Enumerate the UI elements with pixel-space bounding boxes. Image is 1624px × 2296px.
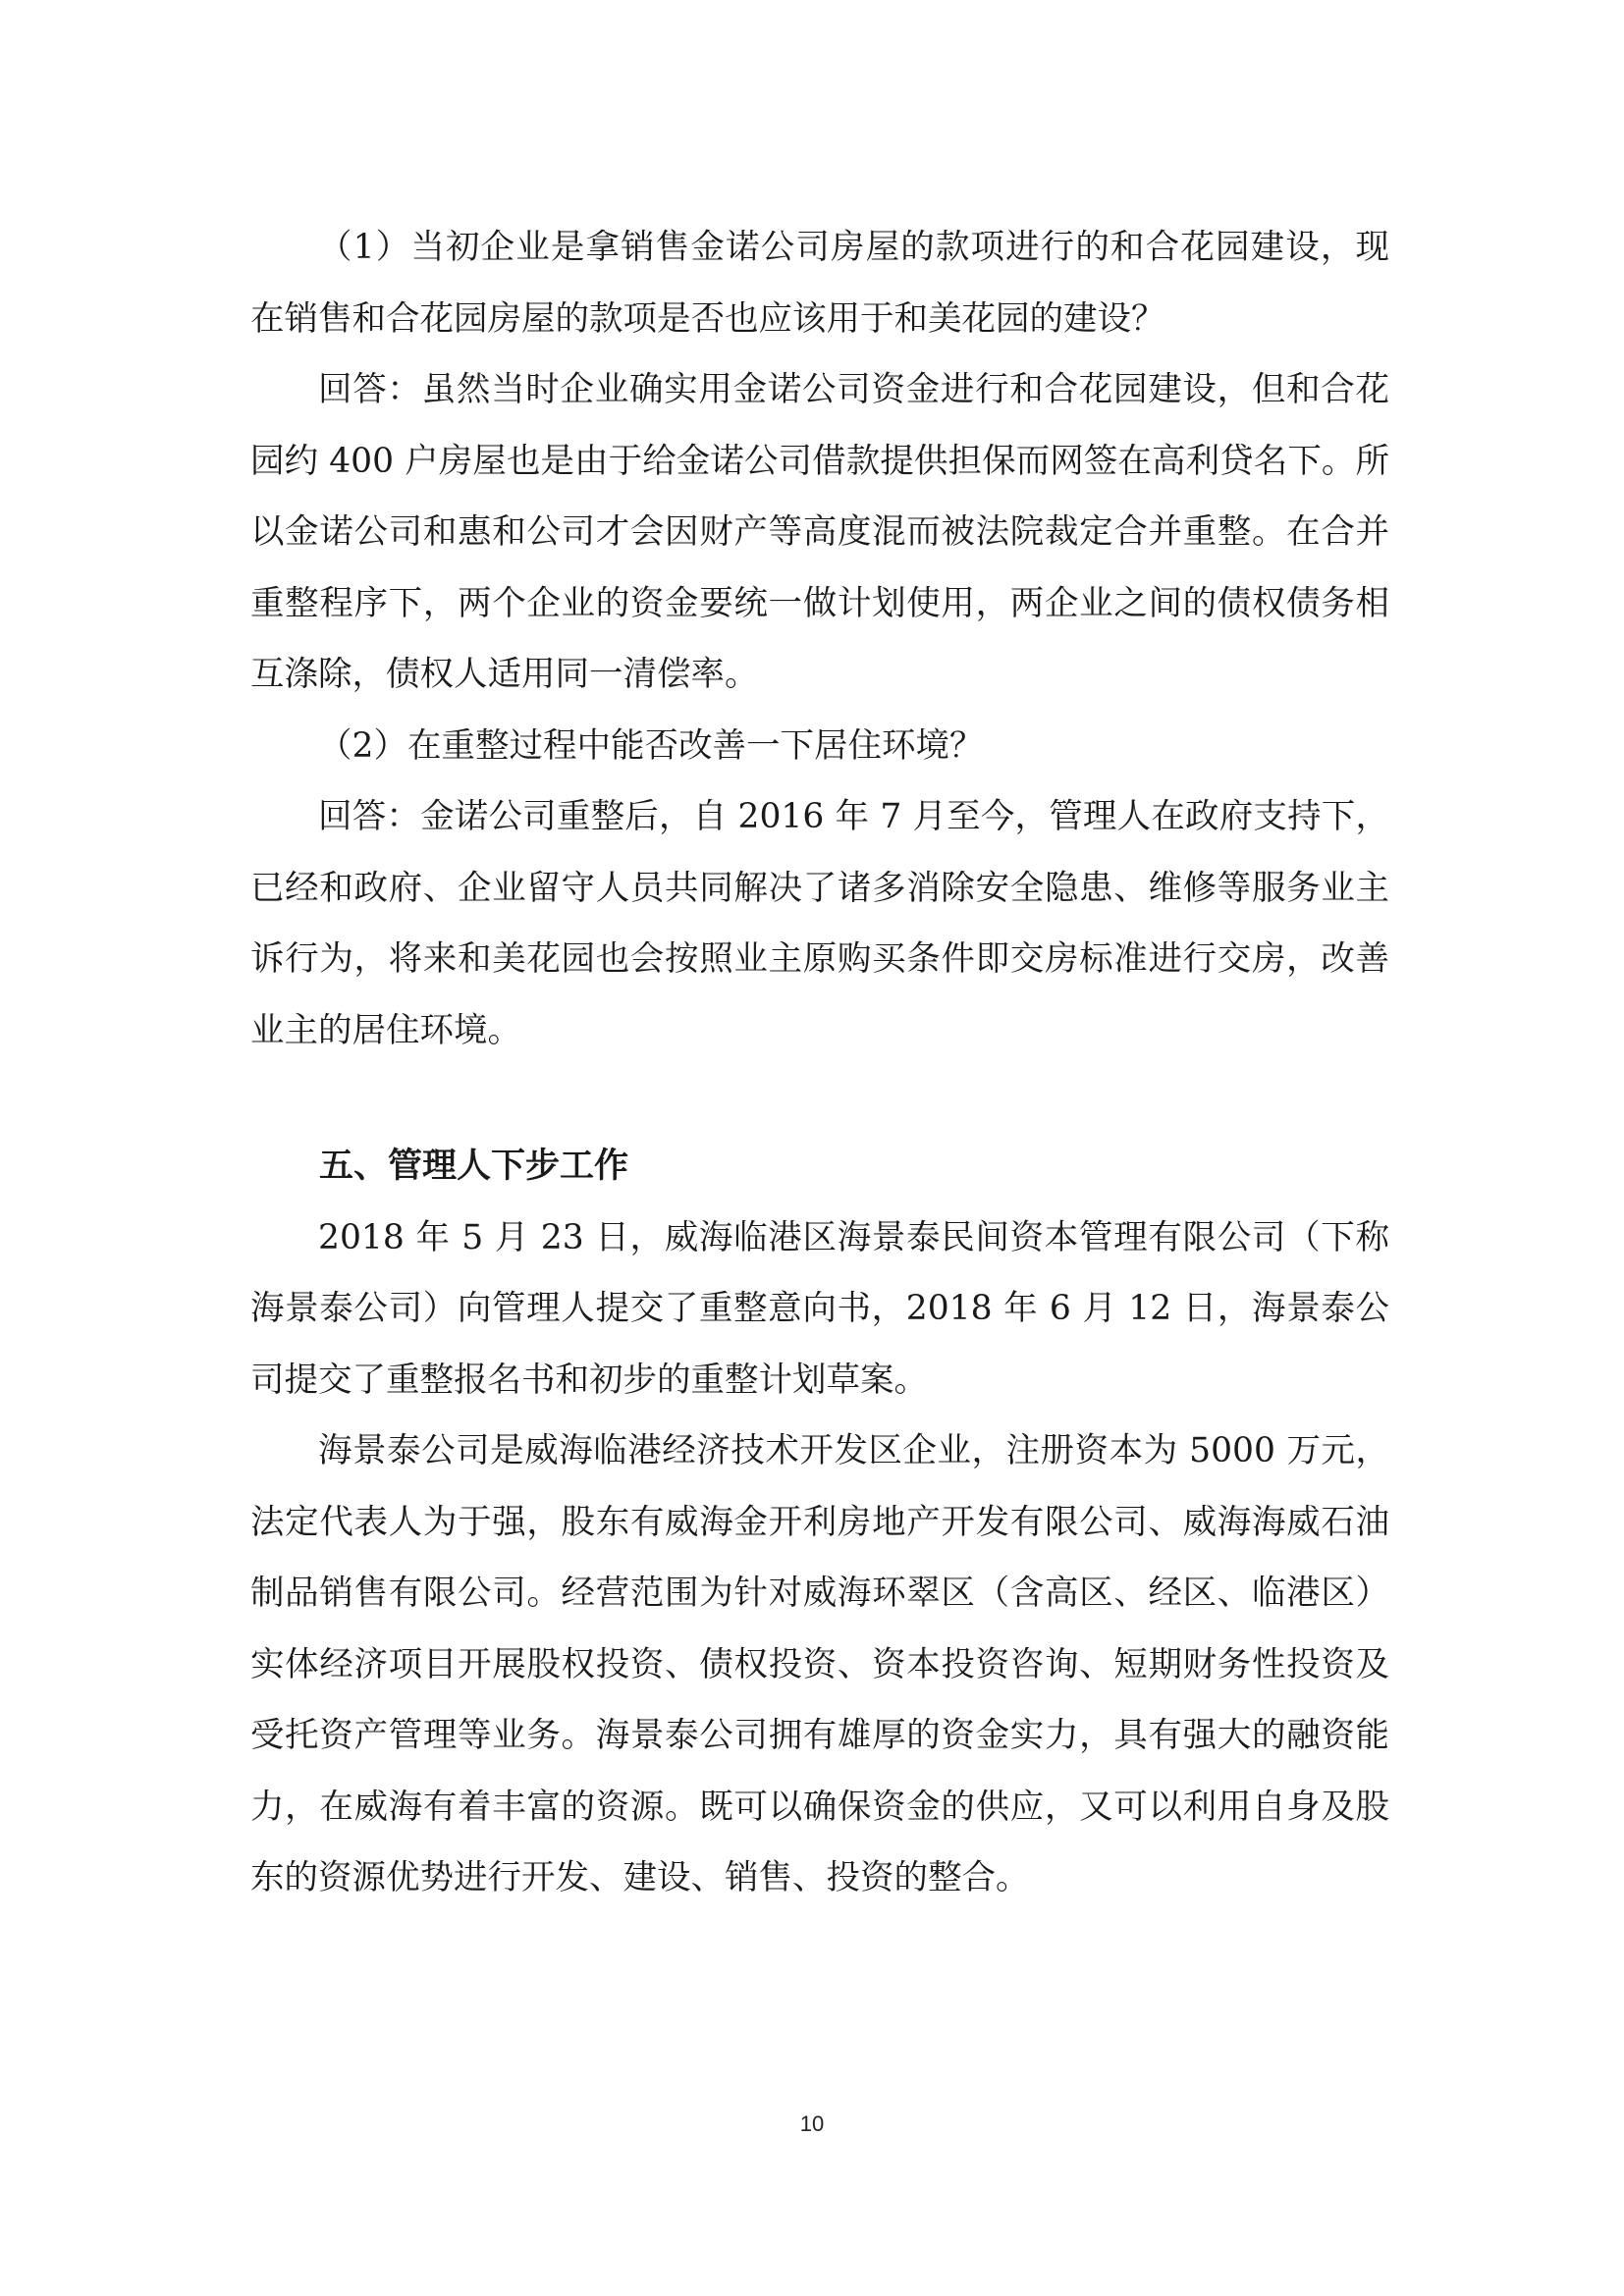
paragraph-intent-letter: 2018 年 5 月 23 日，威海临港区海景泰民间资本管理有限公司（下称海景泰公司）向管理人提交了重整意向书，2018 年 6 月 12 日，海景泰公司提交了重整报名书和初步的重整计划草案。: [250, 1217, 1389, 1400]
paragraph-company-profile: 海景泰公司是威海临港经济技术开发区企业，注册资本为 5000 万元，法定代表人为于强，股东有威海金开利房地产开发有限公司、威海海威石油制品销售有限公司。经营范围为针对威海环翠区（含高区、经区、临港区）实体经济项目开展股权投资、债权投资、资本投资咨询、短期财务性投资及受托资产管理等业务。海景泰公司拥有雄厚的资金实力，具有强大的融资能力，在威海有着丰富的资源。既可以确保资金的供应，又可以利用自身及股东的资源优势进行开发、建设、销售、投资的整合。: [250, 1431, 1389, 1897]
question-2: （2）在重整过程中能否改善一下居住环境？: [318, 725, 984, 766]
section-heading: 五、管理人下步工作: [319, 1147, 629, 1186]
question-1: （1）当初企业是拿销售金诺公司房屋的款项进行的和合花园建设，现在销售和合花园房屋的款项是否也应该用于和美花园的建设？: [250, 228, 1389, 339]
answer-2: 回答：金诺公司重整后，自 2016 年 7 月至今，管理人在政府支持下，已经和政府、企业留守人员共同解决了诸多消除安全隐患、维修等服务业主诉行为，将来和美花园也会按照业主原购买条件即交房标准进行交房，改善业主的居住环境。: [250, 797, 1389, 1050]
page-number: 10: [799, 2111, 825, 2136]
answer-1: 回答：虽然当时企业确实用金诺公司资金进行和合花园建设，但和合花园约 400 户房屋也是由于给金诺公司借款提供担保而网签在高利贷名下。所以金诺公司和惠和公司才会因财产等高度混而被法院裁定合并重整。在合并重整程序下，两个企业的资金要统一做计划使用，两企业之间的债权债务相互涤除，债权人适用同一清偿率。: [250, 370, 1389, 694]
page-content: [250, 212, 1389, 1914]
